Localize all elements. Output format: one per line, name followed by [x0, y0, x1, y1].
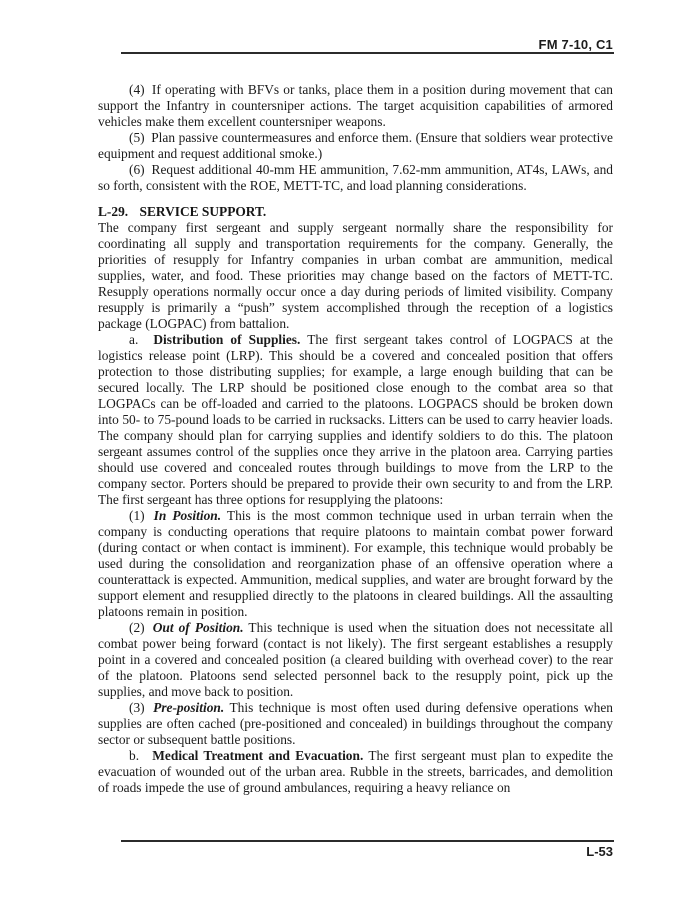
paragraph-3-text: This technique is most often used during defensive operations when supplies are often cached (pre-positioned and concealed) in buildings throughout the company sector or subsequent battle positions.: [98, 700, 613, 747]
section-heading-l29: [98, 204, 613, 220]
paragraph-4: [98, 82, 613, 130]
paragraph-6: [98, 162, 613, 194]
paragraph-2-title: Out of Position.: [152, 620, 244, 635]
paragraph-a-label: a.: [129, 332, 139, 347]
paragraph-3: [98, 700, 613, 748]
paragraph-b-label: b.: [129, 748, 140, 763]
paragraph-6-label: (6): [129, 162, 145, 177]
paragraph-b-title: Medical Treatment and Evacuation.: [152, 748, 364, 763]
footer-rule: [121, 840, 614, 842]
section-title: SERVICE SUPPORT.: [139, 204, 267, 219]
paragraph-1-text: This is the most common technique used in urban terrain when the company is conducting operations that require platoons to maintain combat power forward (during contact or when contact is imminent). For example, this technique would probably be used during the consolidation and reorganization phase of an offensive operation where a counterattack is expected. Ammunition, medical supplies, and water are brought forward by the support element and resupplied directly to the platoons in cleared buildings. All the assaulting platoons remain in position.: [98, 508, 613, 619]
header-doc-id: FM 7-10, C1: [538, 37, 613, 52]
paragraph-a-title: Distribution of Supplies.: [153, 332, 301, 347]
section-intro-text: The company first sergeant and supply sergeant normally share the responsibility for coordinating all supply and transportation requirements for the company. Generally, the priorities of resupply for Infantry companies in urban combat are ammunition, medical supplies, water, and food. These priorities may change based on the factors of METT-TC. Resupply operations normally occur once a day during periods of limited visibility. Company resupply is primarily a “push” system accomplished through the reception of a logistics package (LOGPAC) from battalion.: [98, 220, 613, 331]
paragraph-5: [98, 130, 613, 162]
paragraph-6-text: Request additional 40-mm HE ammunition, 7.62-mm ammunition, AT4s, LAWs, and so forth, consistent with the ROE, METT-TC, and load planning considerations.: [98, 162, 613, 193]
paragraph-2: [98, 620, 613, 700]
paragraph-a: [98, 332, 613, 508]
paragraph-3-title: Pre-position.: [153, 700, 225, 715]
paragraph-4-label: (4): [129, 82, 145, 97]
paragraph-1-title: In Position.: [153, 508, 222, 523]
footer-page-number: L-53: [586, 844, 613, 859]
paragraph-4-text: If operating with BFVs or tanks, place them in a position during movement that can support the Infantry in countersniper actions. The target acquisition capabilities of armored vehicles make them excellent countersniper weapons.: [98, 82, 613, 129]
paragraph-5-label: (5): [129, 130, 145, 145]
paragraph-3-label: (3): [129, 700, 145, 715]
paragraph-5-text: Plan passive countermeasures and enforce them. (Ensure that soldiers wear protective equipment and request additional smoke.): [98, 130, 613, 161]
paragraph-2-text: This technique is used when the situation does not necessitate all combat power being forward (contact is not likely). The first sergeant establishes a resupply point in a covered and concealed position (a cleared building with overhead cover) to the rear of the platoon. Platoons send selected personnel back to the resupply point, pick up the supplies, and move back to position.: [98, 620, 613, 699]
section-intro-paragraph: [98, 220, 613, 332]
section-number: L-29.: [98, 204, 129, 219]
header-rule: [121, 52, 614, 54]
paragraph-b: [98, 748, 613, 796]
paragraph-b-text: The first sergeant must plan to expedite the evacuation of wounded out of the urban area. Rubble in the streets, barricades, and demolition of roads impede the use of ground ambulances, requiring a heavy reliance on: [98, 748, 614, 795]
paragraph-1-label: (1): [129, 508, 145, 523]
paragraph-2-label: (2): [129, 620, 145, 635]
paragraph-a-text: The first sergeant takes control of LOGPACS at the logistics release point (LRP). This should be a covered and concealed position that offers protection to those distributing supplies; for example, a large enough building that can be secured locally. The LRP should be positioned close enough to the combat area so that LOGPACs can be off-loaded and carried to the platoons. LOGPACS should be broken down into 50- to 75-pound loads to be carried in rucksacks. Litters can be used to carry heavier loads. The company should plan for carrying supplies and identify soldiers to do this. The platoon sergeant assumes control of the supplies once they arrive in the platoon area. Carrying parties should use covered and concealed routes through buildings to move from the LRP to the company sector. Porters should be prepared to provide their own security to and from the LRP. The first sergeant has three options for resupplying the platoons:: [98, 332, 613, 507]
paragraph-1: [98, 508, 613, 620]
document-body: [98, 82, 613, 796]
